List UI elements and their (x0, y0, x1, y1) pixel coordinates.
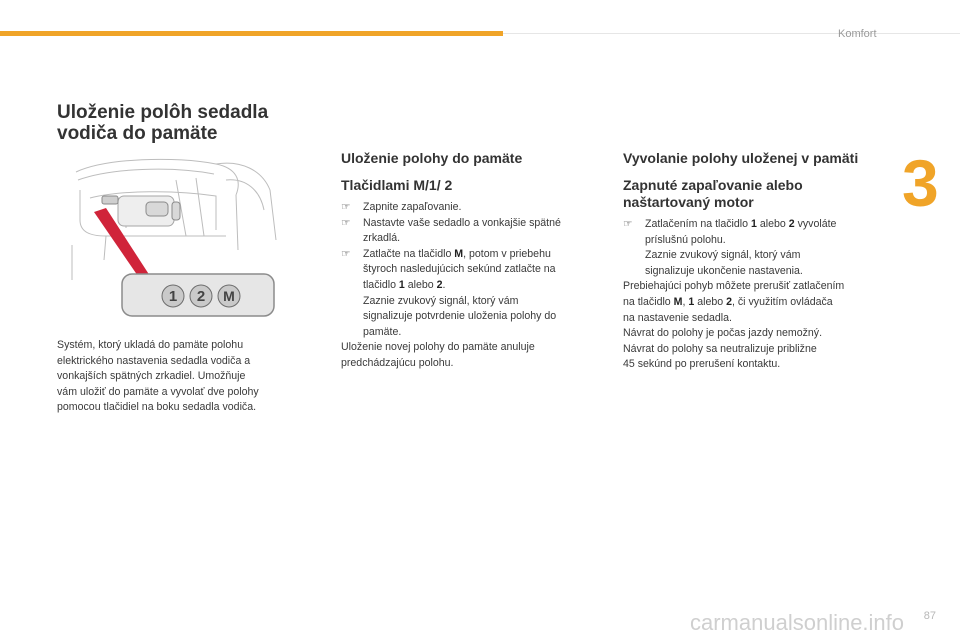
driving-note: Návrat do polohy je počas jazdy nemožný. (623, 327, 823, 340)
pointing-hand-icon: ☞ (341, 247, 351, 260)
save-subheading: Tlačidlami M/1/ 2 (341, 177, 453, 193)
recall-position-section (623, 150, 895, 373)
interrupt-paragraph: Prebiehajúci pohyb môžete prerušiť zatlačením na tlačidlo M, 1 alebo 2, či využitím ovládača na nastavenie sedadla. (623, 280, 845, 324)
top-divider-line (503, 33, 960, 34)
list-item: ☞ Zatlačením na tlačidlo 1 alebo 2 vyvoláte príslušnú polohu. Zaznie zvukový signál, ktorý vám signalizuje ukončenie nastavenia. (623, 218, 837, 277)
seat-memory-illustration (66, 150, 282, 322)
list-item: ☞ Zapnite zapaľovanie. (341, 200, 603, 216)
pointing-hand-icon: ☞ (623, 218, 633, 230)
save-position-section (341, 150, 603, 372)
save-note: Uloženie novej polohy do pamäte anuluje predchádzajúcu polohu. (341, 341, 535, 369)
top-accent-bar (0, 31, 503, 36)
list-item: ☞ Zatlačte na tlačidlo M, potom v priebehu štyroch nasledujúcich sekúnd zatlačte na tlačidlo 1 alebo 2. Zaznie zvukový signál, ktorý vám signalizuje potvrdenie uloženia polohy do pamäte. (341, 247, 557, 338)
memory-button-1: 1 (168, 288, 178, 305)
recall-subheading: Zapnuté zapaľovanie alebo naštartovaný motor (623, 177, 803, 210)
memory-button-panel (122, 274, 274, 316)
timeout-note: Návrat do polohy sa neutralizuje približne 45 sekúnd po prerušení kontaktu. (623, 342, 817, 371)
pointing-hand-icon: ☞ (341, 216, 351, 229)
save-heading: Uloženie polohy do pamäte (341, 150, 523, 166)
chapter-number: 3 (902, 146, 939, 220)
watermark: carmanualsonline.info (690, 610, 905, 635)
section-label: Komfort (838, 28, 877, 40)
page-number: 87 (923, 610, 936, 622)
recall-heading: Vyvolanie polohy uloženej v pamäti (623, 150, 859, 166)
intro-paragraph: Systém, ktorý ukladá do pamäte polohu elektrického nastavenia sedadla vodiča a vonkajších spätných zrkadiel. Umožňuje vám uložiť do pamäte a vyvolať dve polohy pomocou tlačidiel na boku sedadla vodiča. (57, 339, 259, 414)
list-item: ☞ Nastavte vaše sedadlo a vonkajšie spätné zrkadlá. (341, 216, 561, 245)
memory-button-2: 2 (196, 288, 206, 305)
pointing-hand-icon: ☞ (341, 201, 351, 213)
page-title: Uloženie polôh sedadla vodiča do pamäte (57, 102, 269, 144)
memory-button-m: M (223, 288, 235, 304)
